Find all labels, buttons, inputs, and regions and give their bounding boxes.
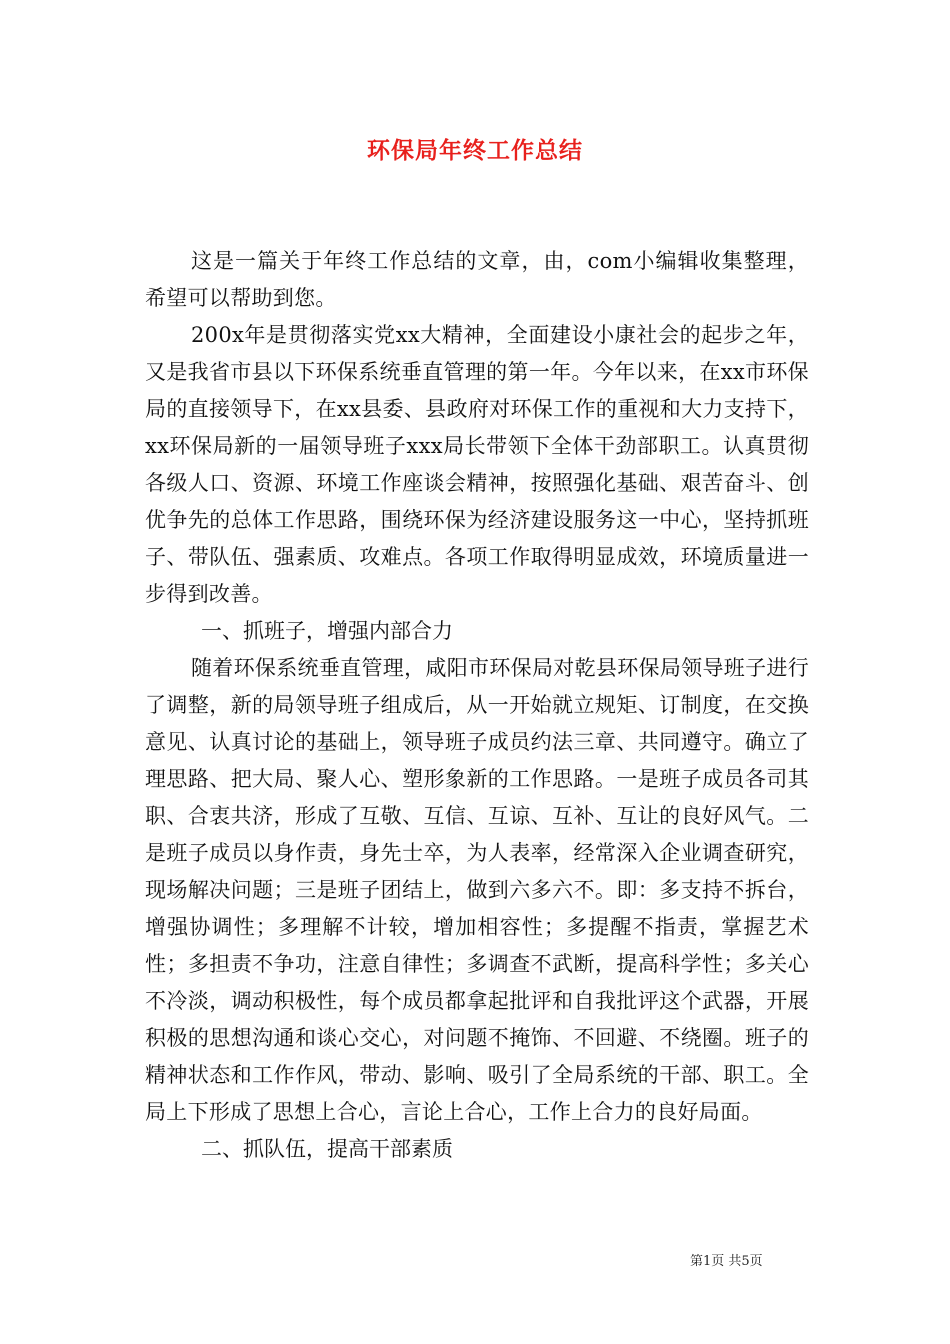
page-number-footer: 第1页 共5页 <box>690 1254 763 1269</box>
intro-paragraph: 这是一篇关于年终工作总结的文章，由，com小编辑收集整理，希望可以帮助到您。 <box>145 249 809 310</box>
section-heading-2: 二、抓队伍，提高干部素质 <box>201 1137 453 1161</box>
document-body <box>145 243 809 1168</box>
document-title: 环保局年终工作总结 <box>367 137 583 164</box>
overview-paragraph: 200x年是贯彻落实党xx大精神，全面建设小康社会的起步之年，又是我省市县以下环保系统垂直管理的第一年。今年以来，在xx市环保局的直接领导下，在xx县委、县政府对环保工作的重视和大力支持下，xx环保局新的一届领导班子xxx局长带领下全体干劲部职工。认真贯彻各级人口、资源、环境工作座谈会精神，按照强化基础、艰苦奋斗、创优争先的总体工作思路，围绕环保为经济建设服务这一中心，坚持抓班子、带队伍、强素质、攻难点。各项工作取得明显成效，环境质量进一步得到改善。 <box>145 323 809 606</box>
section-1-paragraph: 随着环保系统垂直管理，咸阳市环保局对乾县环保局领导班子进行了调整，新的局领导班子组成后，从一开始就立规矩、订制度，在交换意见、认真讨论的基础上，领导班子成员约法三章、共同遵守。确立了理思路、把大局、聚人心、塑形象新的工作思路。一是班子成员各司其职、合衷共济，形成了互敬、互信、互谅、互补、互让的良好风气。二是班子成员以身作责，身先士卒，为人表率，经常深入企业调查研究，现场解决问题；三是班子团结上，做到六多六不。即：多支持不拆台，增强协调性；多理解不计较，增加相容性；多提醒不指责，掌握艺术性；多担责不争功，注意自律性；多调查不武断，提高科学性；多关心不冷淡，调动积极性，每个成员都拿起批评和自我批评这个武器，开展积极的思想沟通和谈心交心，对问题不掩饰、不回避、不绕圈。班子的精神状态和工作作风，带动、影响、吸引了全局系统的干部、职工。全局上下形成了思想上合心，言论上合心，工作上合力的良好局面。 <box>145 656 809 1124</box>
section-heading-1: 一、抓班子，增强内部合力 <box>201 619 453 643</box>
